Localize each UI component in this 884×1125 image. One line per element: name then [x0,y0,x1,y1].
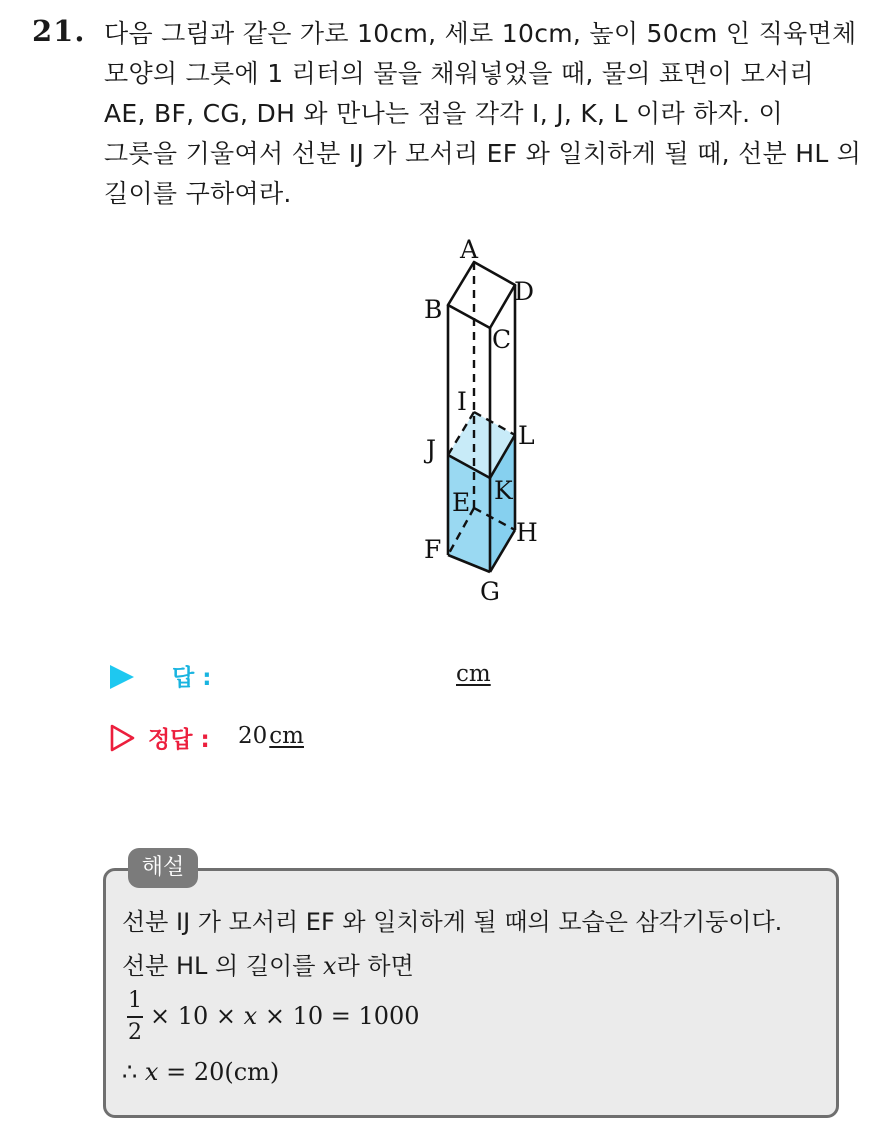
label-A: A [460,238,479,264]
label-C: C [492,325,512,354]
answer-row [110,659,610,695]
fraction-numerator: 1 [128,988,142,1013]
correct-answer-label: 정답 : [148,727,210,753]
label-H: H [516,518,538,547]
equation-text: × 10 × [150,1002,244,1030]
explanation-text: 라 하면 [336,952,414,980]
label-E: E [452,488,471,517]
question-line: 다음 그림과 같은 가로 10cm, 세로 10cm, 높이 50cm 인 직육면체 [104,19,857,48]
question-text [104,14,864,214]
explanation-text: 선분 HL 의 길이를 [122,952,324,980]
explanation-line [122,944,832,988]
cuboid-diagram [410,238,550,608]
label-L: L [518,421,535,450]
result-text: = 20(cm) [158,1058,280,1086]
answer-label: 답 : [172,665,212,691]
fraction-denominator: 2 [128,1019,142,1045]
correct-answer-row [110,721,610,757]
math-variable: x [243,1002,258,1030]
correct-answer-unit: cm [269,723,304,749]
play-arrow-icon [110,665,134,689]
question-line: 모양의 그릇에 1 리터의 물을 채워넣었을 때, 물의 표면이 모서리 [104,59,814,88]
math-variable: x [144,1058,159,1086]
outline-arrow-icon [110,724,136,752]
label-I: I [457,387,467,416]
fraction-bar [127,1016,143,1018]
label-B: B [424,295,443,324]
question-line: 그릇을 기울여서 선분 IJ 가 모서리 EF 와 일치하게 될 때, 선분 HL 의 [104,139,862,168]
explanation-tab: 해설 [128,848,198,888]
equation-rest [150,1002,420,1030]
label-G: G [480,577,500,606]
answer-unit: cm [456,661,491,687]
correct-answer-value [238,723,304,749]
label-F: F [424,535,442,564]
label-K: K [494,476,513,505]
label-J: J [426,435,437,464]
therefore-symbol: ∴ [122,1058,145,1086]
label-D: D [514,277,535,306]
question-line: AE, BF, CG, DH 와 만나는 점을 각각 I, J, K, L 이라 하자. 이 [104,99,784,128]
equation-line [122,988,832,1050]
result-line [122,1050,832,1094]
fraction [126,988,144,1046]
explanation-line: 선분 IJ 가 모서리 EF 와 일치하게 될 때의 모습은 삼각기둥이다. [122,908,783,936]
explanation-body [122,900,832,1094]
question-line: 길이를 구하여라. [104,179,292,208]
correct-answer-number: 20 [238,723,268,749]
question-number: 21. [32,14,86,48]
cuboid-figure [410,238,550,608]
math-variable: x [323,952,337,980]
equation-text: × 10 = 1000 [257,1002,420,1030]
